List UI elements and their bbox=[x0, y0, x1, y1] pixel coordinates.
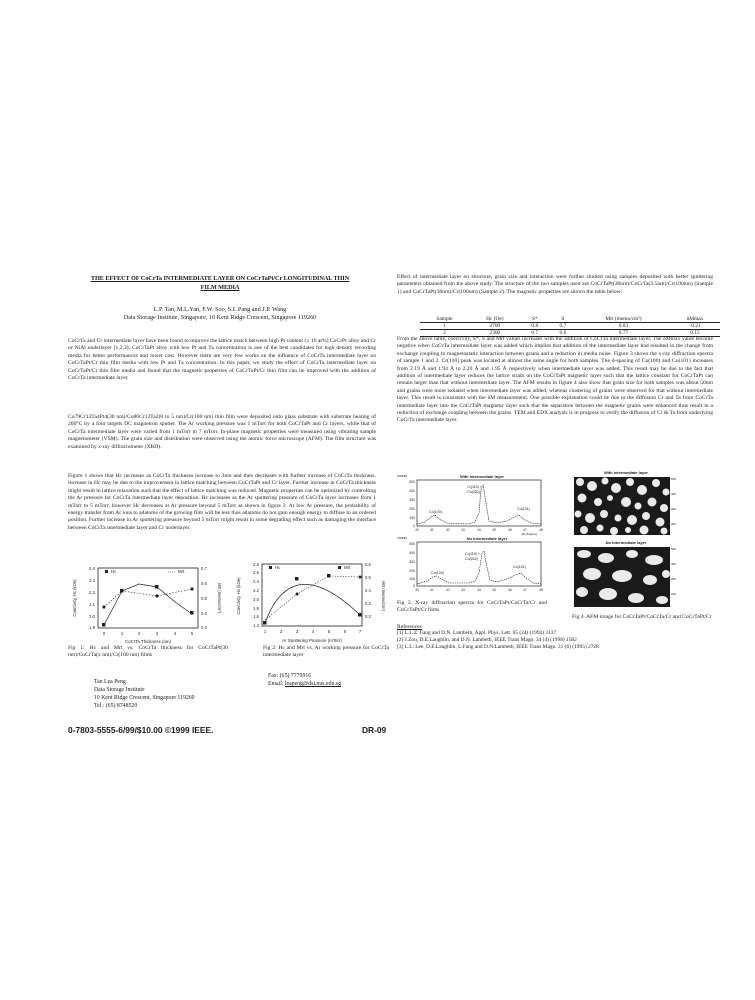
fig3-p2-cr110: Cr(110) + bbox=[465, 552, 481, 556]
svg-text:0.4: 0.4 bbox=[201, 611, 207, 616]
svg-text:5: 5 bbox=[327, 629, 331, 634]
svg-text:4: 4 bbox=[311, 629, 315, 634]
table-cell: -0.21 bbox=[670, 323, 720, 330]
svg-text:0.5: 0.5 bbox=[201, 596, 207, 601]
contact-address: 10 Kent Ridge Crescent, Singapore 119260 bbox=[94, 695, 195, 701]
magnetic-properties-table bbox=[420, 316, 720, 337]
svg-text:42: 42 bbox=[446, 528, 450, 532]
table-header: S* bbox=[521, 316, 549, 323]
results-paragraph: Figure 1 shows that Hc increases as CoCrTa thickness increase to 3nm and then decreases with further increase of CoCrTa thickness. Increase in Hc may be due to the improvement in lattice matching between CoCrTaPt and Cr layer. Further increase in CoCrTa thickness might result in lattice relaxation such that the effect of lattice matching was reduced. Magnetic properties can be optimized by controlling the Ar pressure for CoCrTa intermediate layer deposition. Hc increases as the Ar sputtering pressure of CoCrTa layer increases from 1 mTorr to 5 mTorr, however Hc decreases at Ar pressure beyond 5 mTorr as shown in figure 2. At low Ar pressure, the probability of energy transfer from Ar ions to adatoms of the growing film will be less thus adatoms do not gain enough energy to diffuse to an ordered position. Further increase in Ar sputtering pressure beyond 5 mTorr might result in some degrading effect such as damaging the interface between CoCrTa intermediate layer and Cr underlayer. bbox=[68, 473, 376, 531]
right-intro-paragraph: Effect of intermediate layer on structure, grain size and interaction were further studied using samples deposited with better sputtering parameters obtained from the above study. The structure of the two samples used are CoCrTaPt(30nm)/CoCrTa(3.5nm)/Cr(100nm) (Sample 1) and CoCrTaPt(30nm)/Cr(100nm) (Sample 2). The magnetic properties are shown the table below: bbox=[397, 274, 713, 295]
svg-text:0.3: 0.3 bbox=[365, 601, 371, 606]
svg-text:300: 300 bbox=[671, 507, 676, 511]
svg-text:48: 48 bbox=[539, 588, 543, 592]
fig3-p1-cr110: Cr(110) + bbox=[467, 485, 483, 489]
paper-title-line2: FILM MEDIA bbox=[200, 284, 240, 291]
svg-text:48: 48 bbox=[539, 528, 543, 532]
svg-text:6: 6 bbox=[343, 629, 347, 634]
svg-text:2.4: 2.4 bbox=[89, 566, 95, 571]
fig1-legend-hc: Hc bbox=[111, 569, 117, 574]
methods-paragraph: Co79Cr13Ta4Pt4(30 nm)/Co86Cr12Ta2(0 to 5 nm)/Cr(100 nm) thin film were deposited onto glass substrate with substrate heating of 200°C by a four targets DC magnetron sputter. The Ar working pressure was 1 mTorr for both CoCrTaPt and Cr layers, while that of CoCrTa intermediate layer were varied from 1 mTorr to 7 mTorr. In-plane magnetic properties were measured using vibrating sample magnetometer (VSM). The grain size and distribution were observed using the atomic force microscope (AFM). The film structure was examined by x-ray diffractometer (XRD). bbox=[68, 414, 376, 450]
svg-text:43: 43 bbox=[461, 588, 465, 592]
svg-text:2: 2 bbox=[279, 629, 283, 634]
figure-3-svg bbox=[397, 473, 547, 598]
table-cell: 2300 bbox=[469, 330, 521, 337]
footer-page-code: DR-09 bbox=[362, 725, 387, 735]
svg-text:2.2: 2.2 bbox=[253, 588, 259, 593]
svg-text:300: 300 bbox=[671, 577, 676, 581]
table-cell: 0.7 bbox=[521, 330, 549, 337]
svg-text:100: 100 bbox=[409, 577, 415, 581]
affiliation: Data Storage Institute, Singapore, 10 Kent Ridge Crescent, Singapore 119260 bbox=[123, 314, 317, 321]
svg-text:400: 400 bbox=[671, 492, 676, 496]
fig1-legend-mrt: Mrt bbox=[178, 569, 185, 574]
svg-text:500: 500 bbox=[409, 480, 415, 484]
fig4-panel2-title: No intermediate layer bbox=[605, 540, 647, 545]
svg-text:0.4: 0.4 bbox=[365, 588, 371, 593]
svg-text:CoCrTa Thickness (nm): CoCrTa Thickness (nm) bbox=[124, 639, 172, 644]
svg-text:2.0: 2.0 bbox=[89, 614, 95, 619]
svg-text:43: 43 bbox=[461, 528, 465, 532]
fig2-legend-hc: Hc bbox=[275, 565, 281, 570]
intro-paragraph: CoCrTa and Cr intermediate layer have been found to improve the lattice match between high Pt content (≥ 16 at%) CoCrPt alloy and Cr or NiAl underlayer [1,2,3]. CoCrTaPt alloy with low Pt and Ta concentration is one of the best candidates for high density recording media for better performances and lower cost. However there are very few works on the influence of CoCrTa intermediate layer on CoCrTaPt/Cr thin film media with low Pt and Ta concentration. In this paper, we study the effect of CoCrTa intermediate layer on CoCrTaPt/Cr thin film media and found that the magnetic properties of CoCrTaPt/Cr thin film can be improved with the addition of CoCrTa intermediate layer. bbox=[68, 338, 376, 382]
figure-2-caption: Fig 2: Hc and Mrt vs. Ar working pressure for CoCrTa intermediate layer bbox=[263, 645, 389, 659]
svg-text:46: 46 bbox=[508, 588, 512, 592]
fig3-ylabel: counts bbox=[397, 536, 407, 540]
right-discussion-paragraph: From the above table, coercivity, S*, S and Mrt values increases with the addition of CoCrTa intermediate layer. The δMmax value become negative when CoCrTa intermediate layer was added which implies that addition of the intermediate layer had resulted in the change from exchange coupling to magnetostatic interaction between grains and a reduction in media noise. Figure 3 shows the x-ray diffraction spectra of sample 1 and 2. Cr(110) peak was located at almost the same angle for both samples. The d-spacing of Co(100) and Co(101) increases from 2.19 Å and 1.94 Å to 2.20 Å and 1.95 Å respectively when intermediate layer was added. This result may be due to the fact that addition of intermediate layer reduces the lattice strain on the CoCrTaPt magnetic layer such that the lattice constant for CoCrTaPt can remain larger than that without intermediate layer. The AFM results in figure 4 also show that grain size for both samples was about 50nm and grains were more isolated when intermediate layer was added, whereas clustering of grains were observed for that without intermediate layer. This result is consistent with the δM measurement. One possible explanation could be due to the diffusion Cr and Ta from CoCrTa intermediate layer into the CoCrTaPt magnetic layer such that the separation between the magnetic grains were enhanced thus result in a reduction of exchange coupling between the grains. TEM and EDX analysis is in progress to verify the diffusion of Cr & Ta from underlying CoCrTa intermediate layer. bbox=[397, 336, 713, 424]
svg-text:2.2: 2.2 bbox=[89, 590, 95, 595]
svg-text:0: 0 bbox=[102, 631, 106, 636]
svg-text:Coercivity, Hc (kOe): Coercivity, Hc (kOe) bbox=[236, 577, 241, 615]
figure-1-caption: Fig 1: Hc and Mrt vs. CoCrTa thickness for CoCrTaPt(30 nm)/CoCrTa(x nm)/Cr(100 nm) films bbox=[68, 645, 228, 659]
reference-item: [1] L.L.Z. Fang and D.N. Lambeth, Appl. Phys. Lett. 65 (24) (1994) 3137 bbox=[397, 630, 557, 636]
fig4-panel1-title: With intermediate layer bbox=[604, 470, 648, 475]
svg-text:1.4: 1.4 bbox=[253, 623, 259, 628]
svg-text:5: 5 bbox=[190, 631, 194, 636]
svg-text:1.6: 1.6 bbox=[253, 614, 259, 619]
figure-2-chart bbox=[232, 560, 392, 644]
svg-text:1.9: 1.9 bbox=[89, 625, 95, 630]
afm-image-with-layer bbox=[572, 476, 676, 540]
fig3-panel1-title: With intermediate layer bbox=[460, 474, 504, 479]
svg-text:0.7: 0.7 bbox=[201, 566, 207, 571]
svg-text:41: 41 bbox=[430, 528, 434, 532]
references-section bbox=[397, 624, 713, 651]
svg-text:7: 7 bbox=[358, 629, 362, 634]
figure-4 bbox=[572, 470, 712, 621]
table-cell: 2700 bbox=[469, 323, 521, 330]
fig3-p2-co100: Co(100) bbox=[431, 571, 444, 575]
svg-text:45: 45 bbox=[492, 588, 496, 592]
svg-text:Mrt (memu/cm²): Mrt (memu/cm²) bbox=[217, 583, 222, 613]
figure-2-svg bbox=[232, 560, 392, 644]
table-header: S bbox=[549, 316, 577, 323]
table-cell: 0.6 bbox=[549, 330, 577, 337]
reference-item: [3] L.L. Lee, D.E.Laughlin, L.Fang and D.N.Lambeth, IEEE Trans Magn. 31 (6) (1995) 2728 bbox=[397, 644, 599, 650]
table-cell: 2 bbox=[420, 330, 469, 337]
fig3-p2-co101: Co(101) bbox=[513, 565, 526, 569]
svg-text:3: 3 bbox=[295, 629, 299, 634]
contact-org: Data Storage Institute bbox=[94, 687, 145, 693]
svg-text:500: 500 bbox=[671, 477, 676, 481]
svg-text:2.6: 2.6 bbox=[253, 570, 259, 575]
svg-text:2.3: 2.3 bbox=[89, 578, 95, 583]
table-row bbox=[420, 323, 720, 330]
svg-text:0: 0 bbox=[413, 524, 415, 528]
svg-text:44: 44 bbox=[477, 528, 481, 532]
svg-text:Ar Sputtering Pressure (mTorr): Ar Sputtering Pressure (mTorr) bbox=[282, 638, 342, 643]
contact-email-label: Email: bbox=[268, 681, 284, 687]
figure-1-chart bbox=[68, 564, 228, 644]
svg-text:45: 45 bbox=[492, 528, 496, 532]
fig2-legend-mrt: Mrt bbox=[344, 565, 351, 570]
table-header: δMmax bbox=[670, 316, 720, 323]
svg-text:0.6: 0.6 bbox=[201, 581, 207, 586]
fig3-p1-co002: Co(002) bbox=[467, 490, 480, 494]
svg-text:300: 300 bbox=[409, 498, 415, 502]
table-header: Sample bbox=[420, 316, 469, 323]
svg-text:100: 100 bbox=[409, 516, 415, 520]
contact-block bbox=[94, 678, 195, 710]
fig3-xlabel: 2θ (degree) bbox=[521, 532, 537, 536]
svg-text:2: 2 bbox=[137, 631, 141, 636]
svg-text:200: 200 bbox=[671, 522, 676, 526]
author-block bbox=[62, 306, 378, 322]
figure-4-caption: Fig 4. AFM image for CoCrTaPt/CoCrTa/Cr and CoCrTaPt/Cr bbox=[572, 614, 712, 620]
table-cell: 0.77 bbox=[577, 330, 670, 337]
svg-text:400: 400 bbox=[409, 489, 415, 493]
contact-email-link[interactable]: leapeng@dsi.nus.edu.sg bbox=[284, 681, 341, 687]
svg-text:1.8: 1.8 bbox=[253, 606, 259, 611]
svg-text:41: 41 bbox=[430, 588, 434, 592]
svg-text:4: 4 bbox=[173, 631, 177, 636]
table-cell: 0.7 bbox=[549, 323, 577, 330]
fig3-p1-co101: Co(101) bbox=[517, 507, 530, 511]
contact-fax-email bbox=[268, 672, 341, 688]
svg-text:44: 44 bbox=[477, 588, 481, 592]
svg-text:2.1: 2.1 bbox=[89, 602, 95, 607]
table-cell: 0.8 bbox=[521, 323, 549, 330]
svg-text:1: 1 bbox=[120, 631, 124, 636]
figure-1-svg bbox=[68, 564, 228, 644]
contact-tel: Tel : (65) 8748520 bbox=[94, 703, 138, 709]
contact-name: Tan Lea Peng bbox=[94, 679, 126, 685]
fig3-panel2-title: No intermediate layer bbox=[466, 536, 508, 541]
paper-title bbox=[62, 274, 378, 292]
afm-image-no-layer bbox=[572, 546, 676, 612]
svg-text:1: 1 bbox=[263, 629, 267, 634]
table-header: Mrt (memu/cm²) bbox=[577, 316, 670, 323]
table-cell: 1 bbox=[420, 323, 469, 330]
svg-text:Mrt (memu/cm²): Mrt (memu/cm²) bbox=[381, 581, 386, 611]
svg-text:2.0: 2.0 bbox=[253, 597, 259, 602]
svg-text:46: 46 bbox=[508, 528, 512, 532]
svg-text:500: 500 bbox=[409, 542, 415, 546]
paper-title-line1: THE EFFECT OF CoCrTa INTERMEDIATE LAYER ON CoCrTaPt/Cr LONGITUDINAL THIN bbox=[90, 275, 350, 282]
svg-text:200: 200 bbox=[409, 569, 415, 573]
svg-text:40: 40 bbox=[415, 528, 419, 532]
table-cell: 0.83 bbox=[577, 323, 670, 330]
svg-text:counts: counts bbox=[397, 474, 407, 478]
svg-text:3: 3 bbox=[155, 631, 159, 636]
svg-text:0.6: 0.6 bbox=[365, 562, 371, 567]
svg-text:0.3: 0.3 bbox=[201, 625, 207, 630]
svg-text:2.8: 2.8 bbox=[253, 562, 259, 567]
svg-text:47: 47 bbox=[523, 528, 527, 532]
svg-text:400: 400 bbox=[671, 562, 676, 566]
reference-item: [2] J.Zou, D.E.Laughlin, and D.N. Lambeth, IEEE Trans Magn. 34 (4) (1998) 1582 bbox=[397, 637, 577, 643]
fig3-p1-co100: Co(100) bbox=[429, 510, 442, 514]
svg-text:47: 47 bbox=[523, 588, 527, 592]
svg-text:0.5: 0.5 bbox=[365, 575, 371, 580]
svg-text:0.2: 0.2 bbox=[365, 614, 371, 619]
figure-3-caption: Fig 3. X-ray diffraction spectra for CoCrTaPt/CoCrTa/Cr and CoCrTaPt/Cr films bbox=[397, 600, 547, 614]
svg-text:0: 0 bbox=[413, 584, 415, 588]
svg-text:40: 40 bbox=[415, 588, 419, 592]
svg-text:300: 300 bbox=[409, 560, 415, 564]
references-title: References bbox=[397, 624, 422, 630]
table-cell: 0.15 bbox=[670, 330, 720, 337]
authors: L.P. Tan, M.L.Yan, F.W. Soo, S.L Pang and J.P. Wang bbox=[153, 306, 287, 313]
table-header: Hc (Oe) bbox=[469, 316, 521, 323]
svg-text:2.4: 2.4 bbox=[253, 579, 259, 584]
svg-text:500: 500 bbox=[671, 547, 676, 551]
svg-text:200: 200 bbox=[671, 592, 676, 596]
svg-text:Coercivity, Hc (kOe): Coercivity, Hc (kOe) bbox=[72, 579, 77, 617]
svg-text:42: 42 bbox=[446, 588, 450, 592]
svg-text:400: 400 bbox=[409, 551, 415, 555]
contact-fax: Fax: (65) 7779916 bbox=[268, 673, 312, 679]
footer-isbn: 0-7803-5555-6/99/$10.00 ©1999 IEEE. bbox=[68, 725, 214, 735]
figure-3-chart bbox=[397, 473, 547, 598]
fig3-p2-co002: Co(002) bbox=[465, 557, 478, 561]
svg-text:200: 200 bbox=[409, 507, 415, 511]
